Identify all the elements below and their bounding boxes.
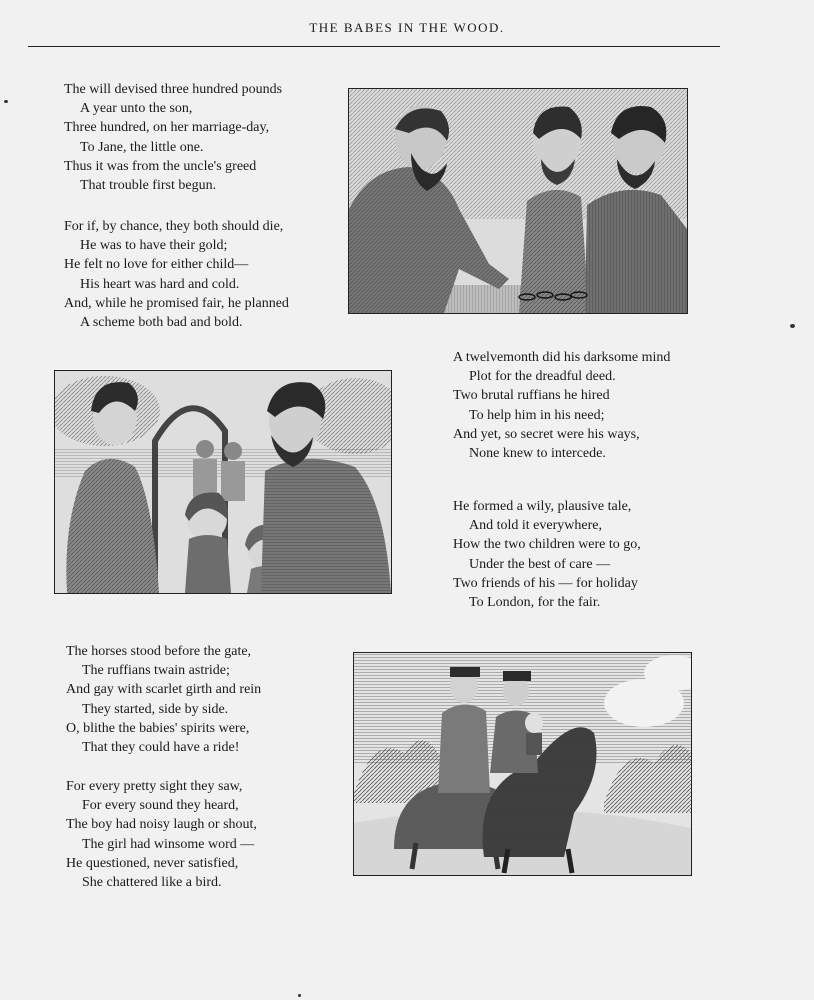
poem-line: That trouble first begun. [80, 178, 217, 194]
poem-line: Thus it was from the uncle's greed [64, 158, 257, 174]
illustration-conspirators [348, 88, 688, 314]
print-speck [4, 100, 8, 103]
poem-line: To Jane, the little one. [80, 139, 204, 155]
stanza-6 [66, 777, 257, 892]
poem-line: A year unto the son, [80, 101, 193, 117]
poem-line: He questioned, never satisfied, [66, 855, 239, 871]
poem-line: The ruffians twain astride; [82, 663, 230, 679]
poem-line: And, while he promised fair, he planned [64, 295, 289, 311]
poem-line: Two brutal ruffians he hired [453, 388, 610, 404]
poem-line: And told it everywhere, [469, 518, 602, 534]
poem-line: And yet, so secret were his ways, [453, 426, 640, 442]
running-head: THE BABES IN THE WOOD. [309, 20, 505, 35]
poem-line: To London, for the fair. [469, 595, 601, 611]
poem-line: The horses stood before the gate, [66, 644, 252, 659]
poem-line: He felt no love for either child— [64, 257, 249, 273]
poem-line: For every pretty sight they saw, [66, 779, 243, 794]
header-rule [28, 46, 720, 47]
poem-line: How the two children were to go, [453, 537, 641, 553]
engraving-uncle-and-children [55, 371, 391, 593]
illustration-uncle-and-children [54, 370, 392, 594]
poem-line: She chattered like a bird. [82, 875, 222, 891]
poem-line: They started, side by side. [82, 701, 229, 717]
poem-line: Two friends of his — for holiday [453, 575, 638, 591]
poem-line: Three hundred, on her marriage-day, [64, 120, 270, 136]
poem-line: He was to have their gold; [80, 238, 228, 254]
print-speck [298, 994, 301, 997]
illustration-riders [353, 652, 692, 876]
poem-line: A twelvemonth did his darksome mind [453, 350, 671, 365]
poem-line: Plot for the dreadful deed. [469, 369, 616, 385]
stanza-3 [453, 348, 670, 463]
poem-line: The boy had noisy laugh or shout, [66, 817, 257, 833]
poem-line: And gay with scarlet girth and rein [66, 682, 262, 698]
print-speck [790, 324, 795, 328]
poem-line: He formed a wily, plausive tale, [453, 499, 632, 514]
poem-line: His heart was hard and cold. [80, 276, 240, 292]
poem-line: None knew to intercede. [469, 446, 606, 462]
poem-line: For every sound they heard, [82, 798, 239, 814]
stanza-1 [64, 80, 282, 195]
engraving-riders [354, 653, 691, 875]
engraving-conspirators [349, 89, 687, 313]
poem-line: For if, by chance, they both should die, [64, 219, 284, 234]
poem-line: That they could have a ride! [82, 740, 240, 756]
poem-line: A scheme both bad and bold. [80, 315, 243, 331]
poem-line: To help him in his need; [469, 407, 605, 423]
stanza-2 [64, 217, 289, 332]
poem-line: Under the best of care — [469, 556, 611, 572]
stanza-4 [453, 497, 641, 612]
poem-line: The will devised three hundred pounds [64, 82, 283, 97]
poem-line: O, blithe the babies' spirits were, [66, 720, 250, 736]
poem-line: The girl had winsome word — [82, 836, 255, 852]
stanza-5 [66, 642, 261, 757]
